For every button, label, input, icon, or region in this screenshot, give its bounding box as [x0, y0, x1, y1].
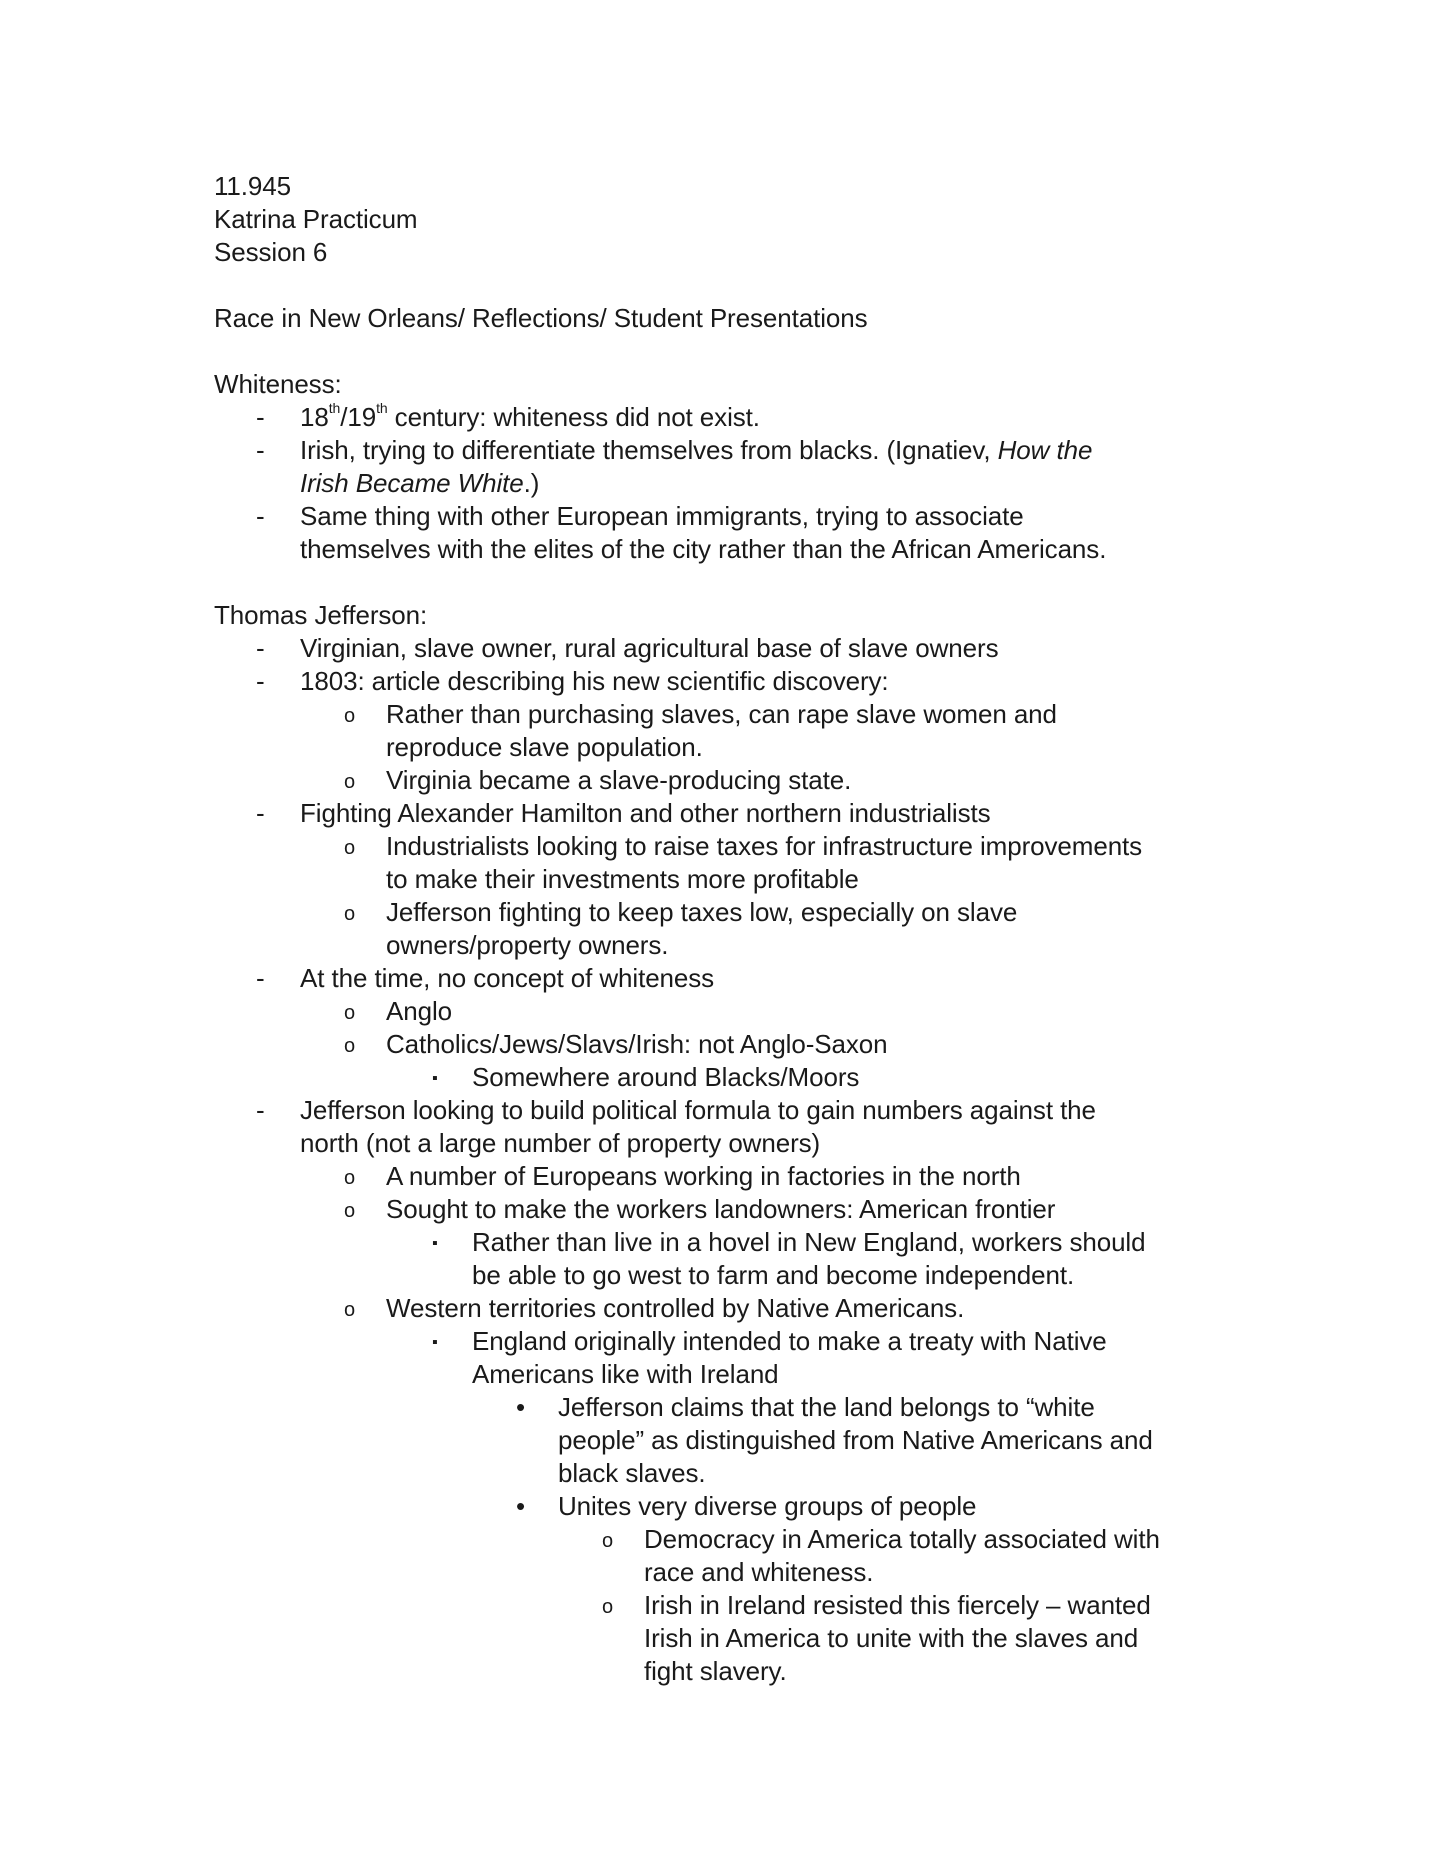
jefferson-line: Sought to make the workers landowners: American frontier: [386, 1194, 1056, 1224]
jefferson-line: Democracy in America totally associated with: [644, 1524, 1160, 1554]
circle-marker: o: [344, 1035, 356, 1057]
dash-marker: -: [256, 435, 265, 465]
session-topic: Race in New Orleans/ Reflections/ Student Presentations: [214, 303, 868, 333]
jefferson-line: black slaves.: [558, 1458, 706, 1488]
whiteness-bullet-3-line-1: Same thing with other European immigrants, trying to associate: [300, 501, 1024, 531]
circle-marker: o: [344, 903, 356, 925]
dash-marker: -: [256, 1095, 265, 1125]
course-number: 11.945: [214, 171, 291, 201]
jefferson-line: Irish in Ireland resisted this fiercely – wanted: [644, 1590, 1151, 1620]
jefferson-line: Western territories controlled by Native Americans.: [386, 1293, 965, 1323]
whiteness-bullet-2-line-1: Irish, trying to differentiate themselves from blacks. (Ignatiev, How the: [300, 435, 1093, 465]
jefferson-line: 1803: article describing his new scientific discovery:: [300, 666, 889, 696]
circle-marker: o: [344, 1200, 356, 1222]
jefferson-line: England originally intended to make a treaty with Native: [472, 1326, 1107, 1356]
jefferson-line: Somewhere around Blacks/Moors: [472, 1062, 860, 1092]
jefferson-line: owners/property owners.: [386, 930, 669, 960]
dash-marker: -: [256, 633, 265, 663]
whiteness-bullet-3-line-2: themselves with the elites of the city rather than the African Americans.: [300, 534, 1107, 564]
section-heading-jefferson: Thomas Jefferson:: [214, 600, 428, 630]
dash-marker: -: [256, 402, 265, 432]
circle-marker: o: [602, 1596, 614, 1618]
jefferson-line: Jefferson looking to build political formula to gain numbers against the: [300, 1095, 1096, 1125]
jefferson-line: At the time, no concept of whiteness: [300, 963, 715, 993]
circle-marker: o: [344, 705, 356, 727]
jefferson-line: Industrialists looking to raise taxes for infrastructure improvements: [386, 831, 1143, 861]
jefferson-line: fight slavery.: [644, 1656, 787, 1686]
jefferson-line: Fighting Alexander Hamilton and other northern industrialists: [300, 798, 991, 828]
course-name: Katrina Practicum: [214, 204, 418, 234]
jefferson-line: be able to go west to farm and become independent.: [472, 1260, 1075, 1290]
dot-marker: •: [516, 1392, 526, 1422]
section-heading-whiteness: Whiteness:: [214, 369, 342, 399]
session-label: Session 6: [214, 237, 328, 267]
jefferson-line: Unites very diverse groups of people: [558, 1491, 977, 1521]
circle-marker: o: [602, 1530, 614, 1552]
jefferson-line: Anglo: [386, 996, 452, 1026]
jefferson-line: to make their investments more profitable: [386, 864, 859, 894]
whiteness-bullet-1: 18th/19th century: whiteness did not exist.: [300, 400, 760, 432]
dot-marker: •: [516, 1491, 526, 1521]
square-marker: ▪: [432, 1070, 438, 1087]
jefferson-line: Virginian, slave owner, rural agricultural base of slave owners: [300, 633, 999, 663]
circle-marker: o: [344, 1299, 356, 1321]
jefferson-line: Rather than purchasing slaves, can rape slave women and: [386, 699, 1057, 729]
jefferson-line: north (not a large number of property owners): [300, 1128, 821, 1158]
jefferson-line: Americans like with Ireland: [472, 1359, 779, 1389]
circle-marker: o: [344, 1167, 356, 1189]
square-marker: ▪: [432, 1235, 438, 1252]
jefferson-line: Virginia became a slave-producing state.: [386, 765, 852, 795]
jefferson-line: people” as distinguished from Native Americans and: [558, 1425, 1153, 1455]
jefferson-line: Jefferson fighting to keep taxes low, especially on slave: [386, 897, 1018, 927]
jefferson-line: A number of Europeans working in factories in the north: [386, 1161, 1021, 1191]
whiteness-bullet-2-line-2: Irish Became White.): [300, 468, 540, 498]
dash-marker: -: [256, 501, 265, 531]
jefferson-line: reproduce slave population.: [386, 732, 703, 762]
jefferson-line: Irish in America to unite with the slaves and: [644, 1623, 1139, 1653]
jefferson-line: Jefferson claims that the land belongs to “white: [558, 1392, 1095, 1422]
jefferson-line: race and whiteness.: [644, 1557, 874, 1587]
jefferson-line: Rather than live in a hovel in New England, workers should: [472, 1227, 1146, 1257]
jefferson-line: Catholics/Jews/Slavs/Irish: not Anglo-Saxon: [386, 1029, 888, 1059]
dash-marker: -: [256, 666, 265, 696]
circle-marker: o: [344, 1002, 356, 1024]
square-marker: ▪: [432, 1334, 438, 1351]
dash-marker: -: [256, 963, 265, 993]
dash-marker: -: [256, 798, 265, 828]
circle-marker: o: [344, 771, 356, 793]
circle-marker: o: [344, 837, 356, 859]
